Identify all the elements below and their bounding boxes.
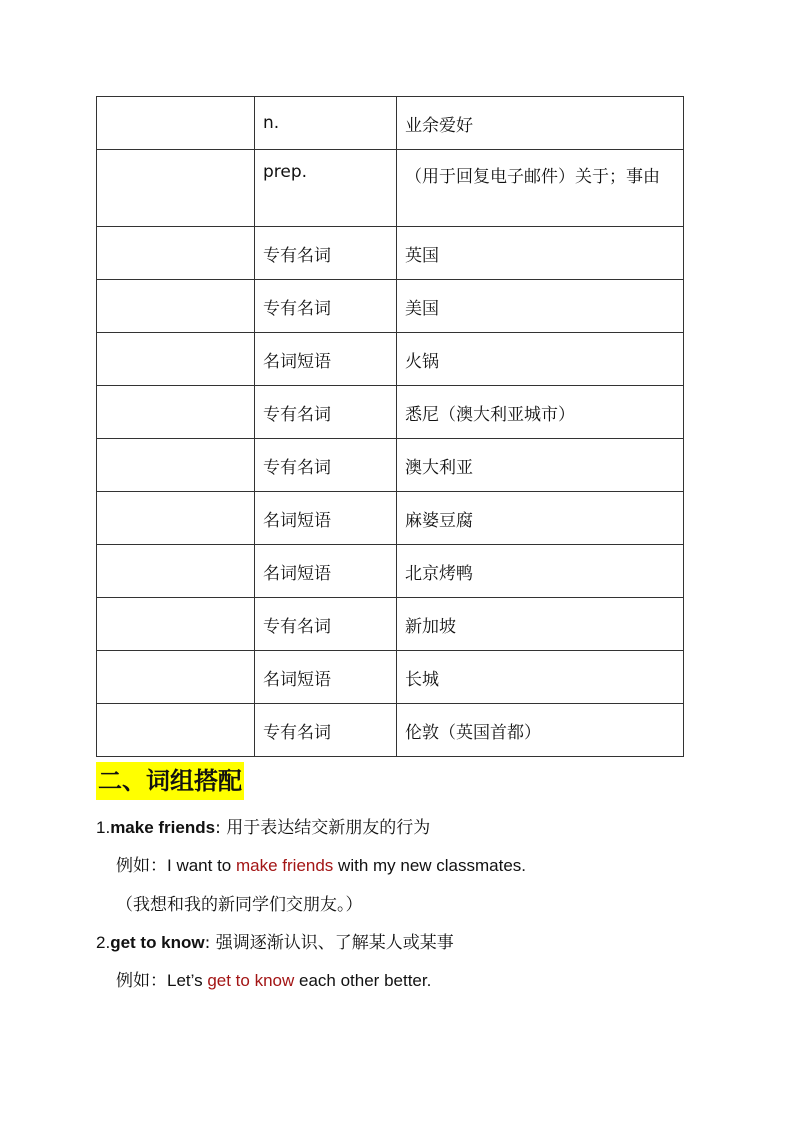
phrase-translation-1: （我想和我的新同学们交朋友。） <box>116 895 363 915</box>
example-text-before: Let’s <box>167 971 208 990</box>
phrase-term: make friends <box>110 818 216 837</box>
vocab-row <box>97 227 684 280</box>
vocab-meaning-cell: 英国 <box>397 227 684 280</box>
vocab-meaning-cell: （用于回复电子邮件）关于；事由 <box>397 150 684 227</box>
vocab-word-cell <box>97 492 255 545</box>
vocab-row <box>97 651 684 704</box>
vocab-row <box>97 97 684 150</box>
example-text-after: each other better. <box>294 971 432 990</box>
vocab-meaning-cell: 长城 <box>397 651 684 704</box>
vocab-word-cell <box>97 651 255 704</box>
vocab-word-cell <box>97 386 255 439</box>
vocab-word-cell <box>97 97 255 150</box>
vocab-pos-cell: 名词短语 <box>255 545 397 598</box>
vocab-word-cell <box>97 227 255 280</box>
phrase-item-1 <box>96 816 430 840</box>
vocab-meaning-cell: 麻婆豆腐 <box>397 492 684 545</box>
vocab-word-cell <box>97 280 255 333</box>
phrase-term: get to know <box>110 933 205 952</box>
vocab-word-cell <box>97 439 255 492</box>
vocab-word-cell <box>97 598 255 651</box>
vocab-pos-cell: 专有名词 <box>255 598 397 651</box>
example-highlighted-phrase: get to know <box>207 971 295 990</box>
vocab-word-cell <box>97 333 255 386</box>
phrase-definition: : 强调逐渐认识、了解某人或某事 <box>204 933 454 953</box>
vocab-pos-cell: 专有名词 <box>255 280 397 333</box>
vocab-pos-cell: 名词短语 <box>255 651 397 704</box>
vocab-row <box>97 704 684 757</box>
example-text-after: with my new classmates. <box>333 856 527 875</box>
vocab-row <box>97 545 684 598</box>
vocab-row <box>97 150 684 227</box>
vocab-pos-cell: n. <box>255 97 397 150</box>
example-prefix: 例如： <box>116 971 167 991</box>
vocab-meaning-cell: 新加坡 <box>397 598 684 651</box>
vocab-row <box>97 492 684 545</box>
phrase-definition: : 用于表达结交新朋友的行为 <box>215 818 431 838</box>
section-heading-phrases: 二、词组搭配 <box>96 762 244 800</box>
phrase-example-1 <box>116 854 526 878</box>
example-prefix: 例如： <box>116 856 167 876</box>
vocab-pos-cell: 专有名词 <box>255 704 397 757</box>
vocab-meaning-cell: 北京烤鸭 <box>397 545 684 598</box>
vocab-pos-cell: 专有名词 <box>255 439 397 492</box>
vocab-pos-cell: 专有名词 <box>255 227 397 280</box>
vocab-pos-cell: 名词短语 <box>255 492 397 545</box>
vocab-meaning-cell: 业余爱好 <box>397 97 684 150</box>
vocab-word-cell <box>97 704 255 757</box>
vocabulary-table <box>96 96 684 757</box>
vocab-meaning-cell: 美国 <box>397 280 684 333</box>
vocab-row <box>97 598 684 651</box>
vocab-pos-cell: 专有名词 <box>255 386 397 439</box>
phrase-number: 2. <box>96 933 111 952</box>
vocab-meaning-cell: 澳大利亚 <box>397 439 684 492</box>
vocab-meaning-cell: 火锅 <box>397 333 684 386</box>
vocab-meaning-cell: 伦敦（英国首都） <box>397 704 684 757</box>
vocab-row <box>97 280 684 333</box>
vocab-row <box>97 386 684 439</box>
vocab-pos-cell: prep. <box>255 150 397 227</box>
vocab-meaning-cell: 悉尼（澳大利亚城市） <box>397 386 684 439</box>
example-highlighted-phrase: make friends <box>235 856 334 875</box>
vocab-word-cell <box>97 150 255 227</box>
phrase-number: 1. <box>96 818 111 837</box>
phrase-item-2 <box>96 931 454 955</box>
vocab-pos-cell: 名词短语 <box>255 333 397 386</box>
phrase-example-2 <box>116 969 431 993</box>
vocab-word-cell <box>97 545 255 598</box>
vocabulary-table-body <box>97 97 684 757</box>
vocab-row <box>97 439 684 492</box>
vocab-row <box>97 333 684 386</box>
example-text-before: I want to <box>167 856 236 875</box>
